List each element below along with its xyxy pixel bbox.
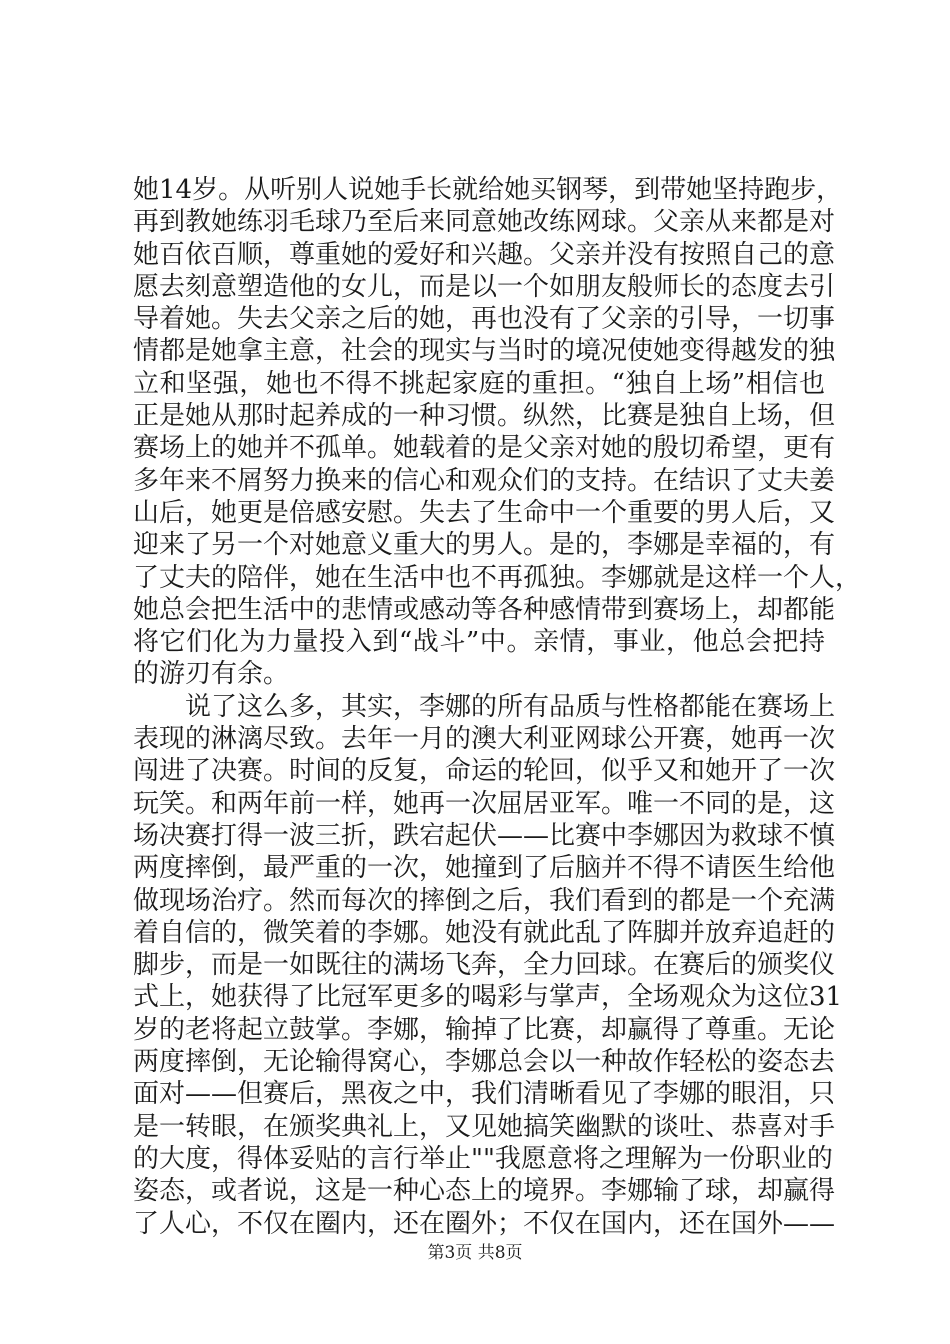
text-line: 闯进了决赛。时间的反复，命运的轮回，似乎又和她开了一次: [133, 756, 836, 787]
text-line: 面对——但赛后，黑夜之中，我们清晰看见了李娜的眼泪，只: [133, 1079, 836, 1110]
text-line: 式上，她获得了比冠军更多的喝彩与掌声，全场观众为这位31: [133, 982, 843, 1013]
text-line: 情都是她拿主意，社会的现实与当时的境况使她变得越发的独: [133, 336, 836, 367]
text-line: 做现场治疗。然而每次的摔倒之后，我们看到的都是一个充满: [133, 885, 836, 916]
text-line: 她14岁。从听别人说她手长就给她买钢琴，到带她坚持跑步，: [133, 175, 843, 205]
text-line: 多年来不屑努力换来的信心和观众们的支持。在结识了丈夫姜: [133, 465, 836, 496]
text-line: 说了这么多，其实，李娜的所有品质与性格都能在赛场上: [185, 691, 836, 722]
text-line: 她百依百顺，尊重她的爱好和兴趣。父亲并没有按照自己的意: [133, 239, 836, 270]
text-line: 她总会把生活中的悲情或感动等各种感情带到赛场上，却都能: [133, 594, 836, 625]
text-line: 表现的淋漓尽致。去年一月的澳大利亚网球公开赛，她再一次: [133, 724, 836, 755]
text-line: 岁的老将起立鼓掌。李娜，输掉了比赛，却赢得了尊重。无论: [133, 1014, 836, 1045]
page-number: 第3页 共8页: [427, 1243, 523, 1263]
text-line: 是一转眼，在颁奖典礼上，又见她搞笑幽默的谈吐、恭喜对手: [133, 1111, 836, 1142]
text-line: 着自信的，微笑着的李娜。她没有就此乱了阵脚并放弃追赶的: [133, 917, 836, 948]
text-line: 赛场上的她并不孤单。她载着的是父亲对她的殷切希望，更有: [133, 433, 836, 464]
text-line: 再到教她练羽毛球乃至后来同意她改练网球。父亲从来都是对: [133, 207, 836, 238]
text-line: 迎来了另一个对她意义重大的男人。是的，李娜是幸福的，有: [133, 530, 836, 561]
text-line: 姿态，或者说，这是一种心态上的境界。李娜输了球，却赢得: [133, 1176, 836, 1207]
text-line: 愿去刻意塑造他的女儿，而是以一个如朋友般师长的态度去引: [133, 271, 836, 302]
text-line: 的游刃有余。: [133, 659, 290, 690]
text-line: 了丈夫的陪伴，她在生活中也不再孤独。李娜就是这样一个人，: [133, 562, 862, 593]
text-line: 立和坚强，她也不得不挑起家庭的重担。“独自上场”相信也: [133, 368, 825, 399]
text-line: 的大度，得体妥贴的言行举止""我愿意将之理解为一份职业的: [133, 1143, 833, 1174]
body-text: [133, 174, 862, 1240]
text-line: 玩笑。和两年前一样，她再一次屈居亚军。唯一不同的是，这: [133, 788, 836, 819]
text-line: 正是她从那时起养成的一种习惯。纵然，比赛是独自上场，但: [133, 401, 836, 432]
text-line: 脚步，而是一如既往的满场飞奔，全力回球。在赛后的颁奖仪: [133, 950, 836, 981]
text-line: 导着她。失去父亲之后的她，再也没有了父亲的引导，一切事: [133, 304, 836, 335]
page-footer: [0, 1242, 950, 1264]
text-line: 两度摔倒，无论输得窝心，李娜总会以一种故作轻松的姿态去: [133, 1047, 836, 1078]
text-line: 将它们化为力量投入到“战斗”中。亲情，事业，他总会把持: [133, 627, 825, 658]
text-line: 两度摔倒，最严重的一次，她撞到了后脑并不得不请医生给他: [133, 853, 836, 884]
text-line: 山后，她更是倍感安慰。失去了生命中一个重要的男人后，又: [133, 497, 836, 528]
text-line: 场决赛打得一波三折，跌宕起伏——比赛中李娜因为救球不慎: [133, 820, 836, 851]
text-line: 了人心，不仅在圈内，还在圈外；不仅在国内，还在国外——: [133, 1208, 836, 1239]
